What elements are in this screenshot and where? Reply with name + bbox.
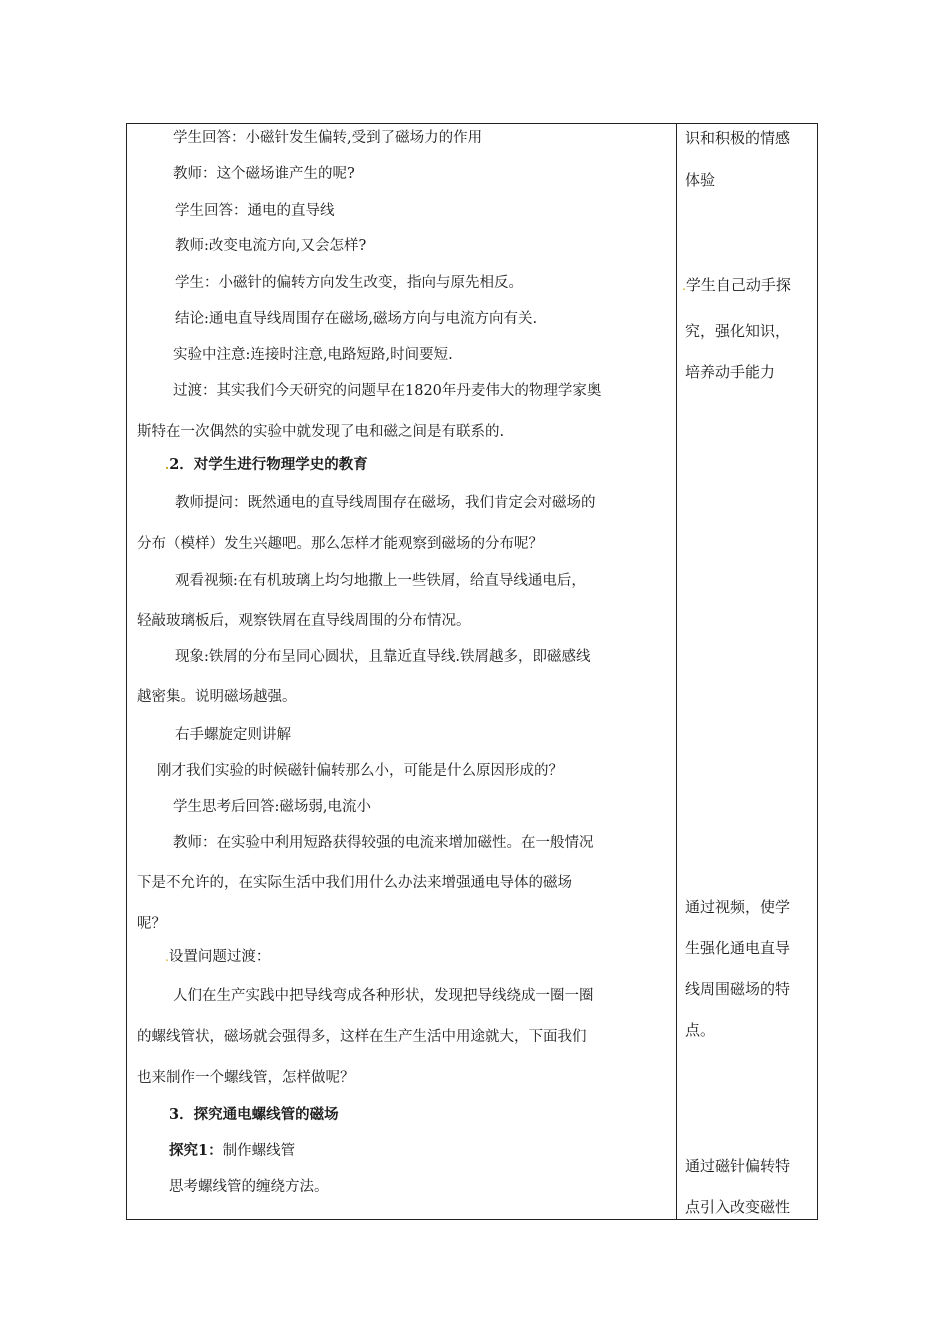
main-line: 越密集。说明磁场越强。 bbox=[137, 689, 297, 705]
main-line: .设置问题过渡： bbox=[165, 949, 271, 965]
column-divider bbox=[676, 124, 677, 1219]
main-line: 结论:通电直导线周围存在磁场,磁场方向与电流方向有关. bbox=[175, 311, 538, 327]
main-line: 学生：小磁针的偏转方向发生改变，指向与原先相反。 bbox=[175, 275, 523, 291]
side-note-line: 点。 bbox=[685, 1021, 716, 1039]
main-line: 过渡：其实我们今天研究的问题早在1820年丹麦伟大的物理学家奥 bbox=[173, 383, 602, 399]
side-note-line: 通过磁针偏转特 bbox=[685, 1157, 791, 1175]
edit-mark-icon: . bbox=[165, 458, 170, 472]
main-line: 下是不允许的，在实际生活中我们用什么办法来增强通电导体的磁场 bbox=[137, 875, 572, 891]
main-line: 教师：这个磁场谁产生的呢? bbox=[173, 166, 355, 182]
side-note-line: 生强化通电直导 bbox=[685, 939, 791, 957]
side-note-line: 线周围磁场的特 bbox=[685, 980, 791, 998]
main-line: 现象:铁屑的分布呈同心圆状，且靠近直导线.铁屑越多，即磁感线 bbox=[175, 649, 591, 665]
main-line: 的螺线管状，磁场就会强得多，这样在生产生活中用途就大，下面我们 bbox=[137, 1029, 587, 1045]
main-line: 也来制作一个螺线管，怎样做呢？ bbox=[137, 1070, 355, 1086]
section-heading: 3．探究通电螺线管的磁场 bbox=[169, 1106, 339, 1123]
edit-mark-icon: . bbox=[682, 279, 686, 293]
side-note-line: .学生自己动手探 bbox=[682, 276, 791, 294]
main-line: 学生回答：小磁针发生偏转,受到了磁场力的作用 bbox=[173, 130, 483, 146]
side-note-line: 点引入改变磁性 bbox=[685, 1198, 791, 1216]
main-line: 呢？ bbox=[137, 916, 166, 932]
side-note-line: 培养动手能力 bbox=[685, 363, 776, 381]
side-note-line: 究，强化知识， bbox=[685, 322, 791, 340]
side-note-line: 体验 bbox=[685, 171, 716, 189]
side-note-line: 通过视频，使学 bbox=[685, 898, 791, 916]
main-line: 教师：在实验中利用短路获得较强的电流来增加磁性。在一般情况 bbox=[173, 835, 594, 851]
main-line: 右手螺旋定则讲解 bbox=[175, 727, 291, 743]
main-line: 实验中注意:连接时注意,电路短路,时间要短. bbox=[173, 347, 453, 363]
main-line: 观看视频:在有机玻璃上均匀地撒上一些铁屑，给直导线通电后， bbox=[175, 573, 586, 589]
main-line: 学生回答：通电的直导线 bbox=[175, 203, 335, 219]
main-line: 教师:改变电流方向,又会怎样? bbox=[175, 238, 367, 254]
main-line: 刚才我们实验的时候磁针偏转那么小，可能是什么原因形成的？ bbox=[157, 763, 563, 779]
main-line: 人们在生产实践中把导线弯成各种形状，发现把导线绕成一圈一圈 bbox=[173, 988, 594, 1004]
main-line: 轻敲玻璃板后，观察铁屑在直导线周围的分布情况。 bbox=[137, 613, 471, 629]
side-note-line: 识和积极的情感 bbox=[685, 129, 791, 147]
main-line: 探究1：制作螺线管 bbox=[169, 1142, 296, 1159]
lesson-table bbox=[126, 123, 818, 1220]
edit-mark-icon: . bbox=[165, 950, 169, 964]
main-line: 分布（模样）发生兴趣吧。那么怎样才能观察到磁场的分布呢？ bbox=[137, 536, 543, 552]
main-line: 学生思考后回答:磁场弱,电流小 bbox=[173, 799, 371, 815]
main-line: 教师提问：既然通电的直导线周围存在磁场，我们肯定会对磁场的 bbox=[175, 495, 596, 511]
section-heading: .2．对学生进行物理学史的教育 bbox=[165, 456, 368, 473]
main-line: 思考螺线管的缠绕方法。 bbox=[169, 1179, 329, 1195]
main-line: 斯特在一次偶然的实验中就发现了电和磁之间是有联系的. bbox=[137, 424, 505, 440]
